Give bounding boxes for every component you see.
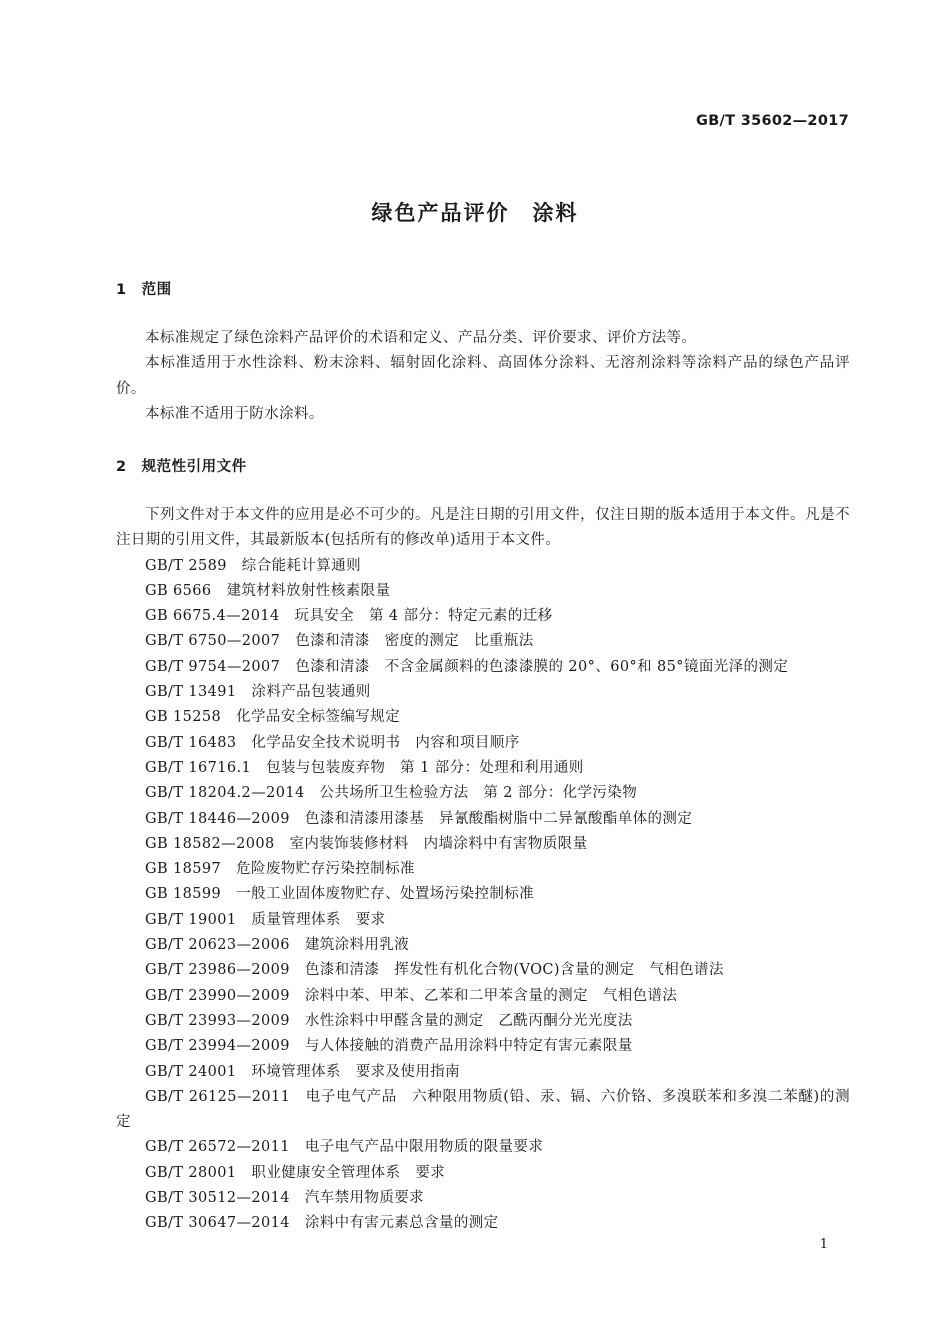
page-number: 1: [819, 1237, 828, 1252]
reference-item: GB/T 24001 环境管理体系 要求及使用指南: [145, 1063, 461, 1080]
reference-item: GB/T 30512—2014 汽车禁用物质要求: [145, 1190, 425, 1207]
reference-item: GB 18582—2008 室内装饰装修材料 内墙涂料中有害物质限量: [145, 835, 588, 852]
reference-item: GB/T 6750—2007 色漆和清漆 密度的测定 比重瓶法: [145, 633, 534, 650]
reference-item: GB/T 13491 涂料产品包装通则: [145, 684, 371, 701]
reference-item: GB 6675.4—2014 玩具安全 第 4 部分：特定元素的迁移: [145, 608, 553, 625]
reference-item: GB 18599 一般工业固体废物贮存、处置场污染控制标准: [145, 886, 535, 903]
reference-item: GB/T 26125—2011 电子电气产品 六种限用物质(铅、汞、镉、六价铬、多溴联苯和多溴二苯醚)的测定: [116, 1088, 850, 1131]
section-heading-normative-references: 2 规范性引用文件: [116, 459, 247, 475]
reference-item: GB 18597 危险废物贮存污染控制标准: [145, 861, 415, 878]
reference-item: GB/T 23986—2009 色漆和清漆 挥发性有机化合物(VOC)含量的测定 气相色谱法: [145, 962, 724, 979]
reference-list: [116, 554, 850, 1237]
reference-item: GB/T 30647—2014 涂料中有害元素总含量的测定: [145, 1215, 499, 1232]
reference-item: GB/T 16483 化学品安全技术说明书 内容和项目顺序: [145, 734, 520, 751]
references-intro: 下列文件对于本文件的应用是必不可少的。凡是注日期的引用文件，仅注日期的版本适用于本文件。凡是不注日期的引用文件，其最新版本(包括所有的修改单)适用于本文件。: [116, 507, 850, 549]
scope-body: [116, 326, 850, 427]
scope-paragraph: 本标准适用于水性涂料、粉末涂料、辐射固化涂料、高固体分涂料、无溶剂涂料等涂料产品的绿色产品评价。: [116, 355, 850, 397]
reference-item: GB/T 23993—2009 水性涂料中甲醛含量的测定 乙酰丙酮分光光度法: [145, 1012, 633, 1029]
standard-code: GB/T 35602—2017: [696, 113, 849, 129]
reference-item: GB/T 18446—2009 色漆和清漆用漆基 异氰酸酯树脂中二异氰酸酯单体的测定: [145, 810, 693, 827]
reference-item: GB 15258 化学品安全标签编写规定: [145, 709, 400, 726]
references-body: [116, 503, 850, 1237]
scope-paragraph: 本标准规定了绿色涂料产品评价的术语和定义、产品分类、评价要求、评价方法等。: [145, 330, 697, 346]
reference-item: GB/T 26572—2011 电子电气产品中限用物质的限量要求: [145, 1139, 544, 1156]
reference-item: GB/T 28001 职业健康安全管理体系 要求: [145, 1164, 446, 1181]
reference-item: GB 6566 建筑材料放射性核素限量: [145, 582, 391, 599]
document-title: 绿色产品评价 涂料: [371, 201, 579, 225]
reference-item: GB/T 18204.2—2014 公共场所卫生检验方法 第 2 部分：化学污染物: [145, 785, 638, 802]
reference-item: GB/T 20623—2006 建筑涂料用乳液: [145, 937, 410, 954]
scope-paragraph: 本标准不适用于防水涂料。: [145, 405, 324, 422]
reference-item: GB/T 2589 综合能耗计算通则: [145, 557, 362, 574]
reference-item: GB/T 19001 质量管理体系 要求: [145, 911, 386, 928]
reference-item: GB/T 23990—2009 涂料中苯、甲苯、乙苯和二甲苯含量的测定 气相色谱法: [145, 987, 678, 1004]
section-heading-scope: 1 范围: [116, 282, 172, 298]
reference-item: GB/T 16716.1 包装与包装废弃物 第 1 部分：处理和利用通则: [145, 759, 584, 776]
reference-item: GB/T 23994—2009 与人体接触的消费产品用涂料中特定有害元素限量: [145, 1038, 633, 1055]
reference-item: GB/T 9754—2007 色漆和清漆 不含金属颜料的色漆漆膜的 20°、60°和 85°镜面光泽的测定: [145, 658, 789, 675]
